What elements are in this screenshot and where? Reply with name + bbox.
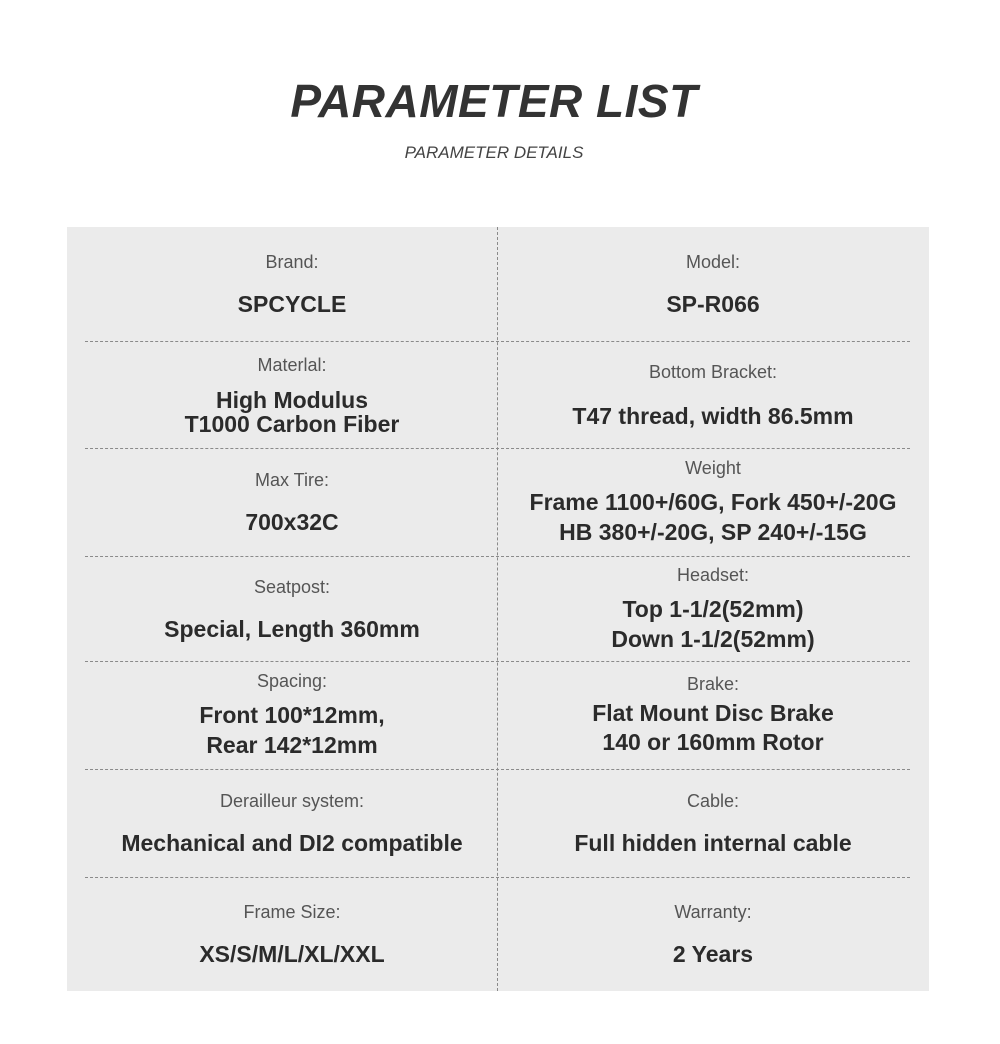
param-label: Warranty: <box>674 902 752 922</box>
param-cell-weight <box>497 448 929 556</box>
param-label: Brand: <box>265 252 319 272</box>
page-title: PARAMETER LIST <box>290 75 698 127</box>
param-cell-spacing <box>67 661 517 769</box>
param-label: Cable: <box>686 791 740 811</box>
parameter-table <box>67 227 929 991</box>
param-value: Front 100*12mm, Rear 142*12mm <box>199 702 385 758</box>
page-subtitle: PARAMETER DETAILS <box>404 143 584 162</box>
param-label: Weight <box>685 458 741 478</box>
param-cell-bottom-bracket <box>497 341 929 448</box>
param-value: High Modulus T1000 Carbon Fiber <box>184 386 400 437</box>
param-label: Headset: <box>676 564 750 585</box>
param-cell-model <box>497 227 929 341</box>
param-value: Full hidden internal cable <box>574 830 852 856</box>
param-value: T47 thread, width 86.5mm <box>572 402 854 429</box>
param-value: SPCYCLE <box>237 291 347 317</box>
param-cell-brake <box>497 661 929 769</box>
param-cell-cable <box>497 769 929 877</box>
param-label: Seatpost: <box>253 576 331 597</box>
param-label: Derailleur system: <box>219 791 365 811</box>
param-label: Spacing: <box>256 671 328 691</box>
param-label: Max Tire: <box>254 470 329 490</box>
param-cell-material <box>67 341 517 448</box>
param-label: Materlal: <box>257 354 327 375</box>
param-value: XS/S/M/L/XL/XXL <box>199 941 385 967</box>
param-cell-warranty <box>497 877 929 991</box>
param-label: Frame Size: <box>243 902 341 922</box>
param-value: Flat Mount Disc Brake 140 or 160mm Rotor <box>592 700 834 755</box>
param-value: 700x32C <box>245 509 339 535</box>
param-cell-brand <box>67 227 517 341</box>
param-value: Top 1-1/2(52mm) Down 1-1/2(52mm) <box>611 595 815 652</box>
param-label: Brake: <box>686 674 740 694</box>
param-cell-derailleur <box>67 769 517 877</box>
param-cell-frame-size <box>67 877 517 991</box>
param-label: Model: <box>685 252 741 272</box>
param-value: Frame 1100+/60G, Fork 450+/-20G HB 380+/-20G, SP 240+/-15G <box>529 489 897 545</box>
param-value: SP-R066 <box>666 291 760 317</box>
param-value: 2 Years <box>672 941 754 967</box>
param-value: Mechanical and DI2 compatible <box>121 830 463 856</box>
param-cell-max-tire <box>67 448 517 556</box>
param-value: Special, Length 360mm <box>164 615 420 642</box>
param-label: Bottom Bracket: <box>648 361 778 382</box>
param-cell-headset <box>497 556 929 661</box>
param-cell-seatpost <box>67 556 517 661</box>
